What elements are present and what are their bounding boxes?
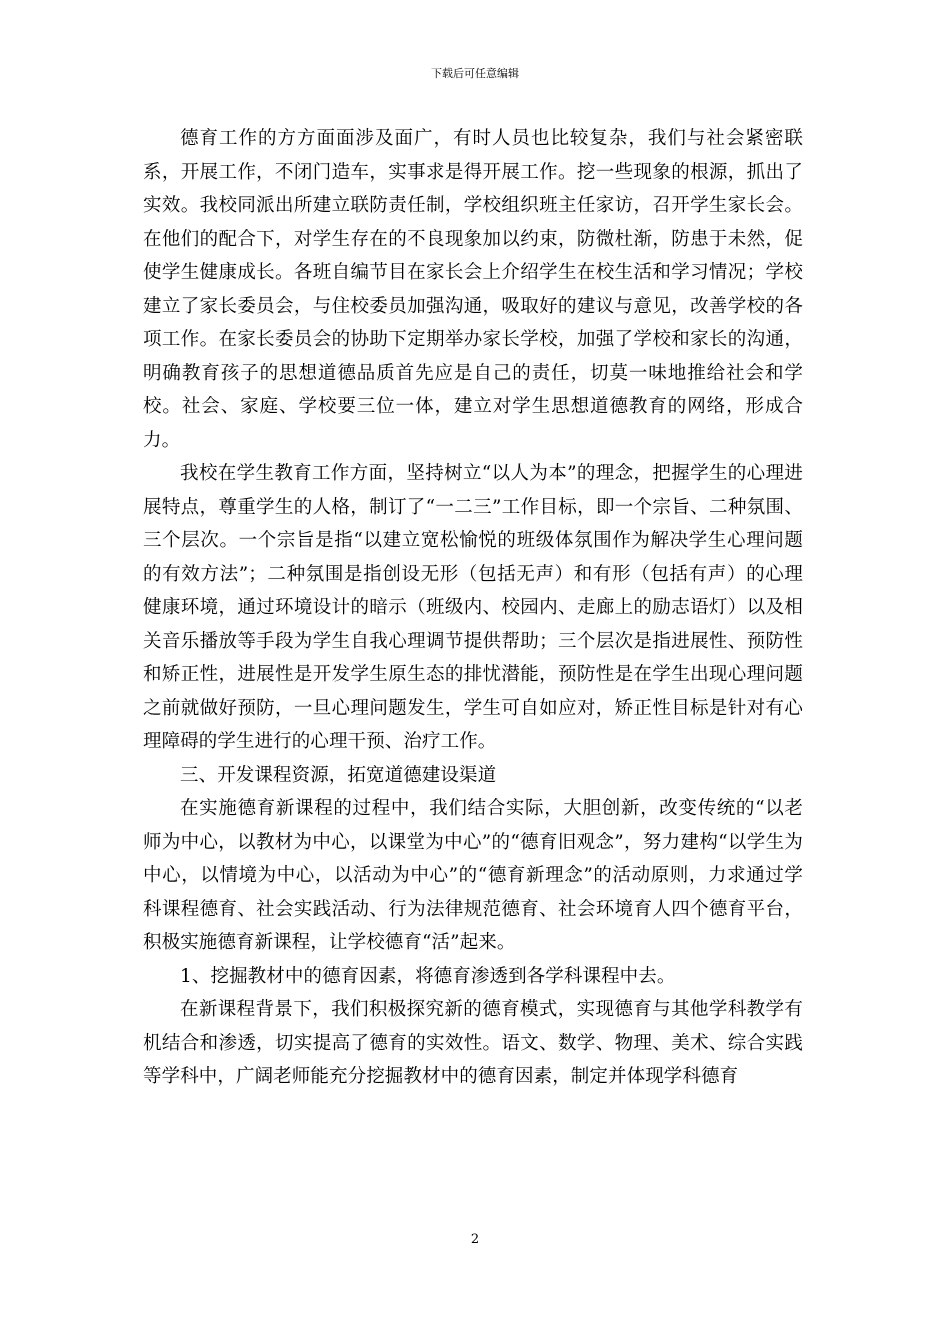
section-heading-curriculum-resources: 三、开发课程资源，拓宽道德建设渠道 (180, 764, 497, 786)
paragraph-home-school-cooperation: 德育工作的方方面面涉及面广，有时人员也比较复杂，我们与社会紧密联系，开展工作，不闭门造车，实事求是得开展工作。挖一些现象的根源，抓出了实效。我校同派出所建立联防责任制，学校组织班主任家访，召开学生家长会。在他们的配合下，对学生存在的不良现象加以约束，防微杜渐，防患于未然，促使学生健康成长。各班自编节目在家长会上介绍学生在校生活和学习情况；学校建立了家长委员会，与住校委员加强沟通，吸取好的建议与意见，改善学校的各项工作。在家长委员会的协助下定期举办家长学校，加强了学校和家长的沟通，明确教育孩子的思想道德品质首先应是自己的责任，切莫一味地推给社会和学校。社会、家庭、学校要三位一体，建立对学生思想道德教育的网络，形成合力。 (143, 128, 803, 451)
document-body (143, 122, 803, 1094)
paragraph-new-curriculum: 在实施德育新课程的过程中，我们结合实际，大胆创新，改变传统的“以老师为中心，以教材为中心，以课堂为中心”的“德育旧观念”，努力建构“以学生为中心，以情境为中心，以活动为中心”的“德育新理念”的活动原则，力求通过学科课程德育、社会实践活动、行为法律规范德育、社会环境育人四个德育平台，积极实施德育新课程，让学校德育“活”起来。 (143, 798, 803, 953)
subheading-textbook-moral-factors: 1、挖掘教材中的德育因素，将德育渗透到各学科课程中去。 (180, 965, 676, 987)
page-number: 2 (470, 1232, 480, 1247)
page-header: 下载后可任意编辑 (431, 67, 519, 80)
paragraph-mental-health-goals: 我校在学生教育工作方面，坚持树立“以人为本”的理念，把握学生的心理进展特点，尊重学生的人格，制订了“一二三”工作目标，即一个宗旨、二种氛围、三个层次。一个宗旨是指“以建立宽松愉悦的班级体氛围作为解决学生心理问题的有效方法”；二种氛围是指创设无形（包括无声）和有形（包括有声）的心理健康环境，通过环境设计的暗示（班级内、校园内、走廊上的励志语灯）以及相关音乐播放等手段为学生自我心理调节提供帮助；三个层次是指进展性、预防性和矫正性，进展性是开发学生原生态的排忧潜能，预防性是在学生出现心理问题之前就做好预防，一旦心理问题发生，学生可自如应对，矫正性目标是针对有心理障碍的学生进行的心理干预、治疗工作。 (143, 463, 803, 752)
paragraph-subject-integration: 在新课程背景下，我们积极探究新的德育模式，实现德育与其他学科教学有机结合和渗透，切实提高了德育的实效性。语文、数学、物理、美术、综合实践等学科中，广阔老师能充分挖掘教材中的德育因素，制定并体现学科德育 (143, 999, 803, 1087)
